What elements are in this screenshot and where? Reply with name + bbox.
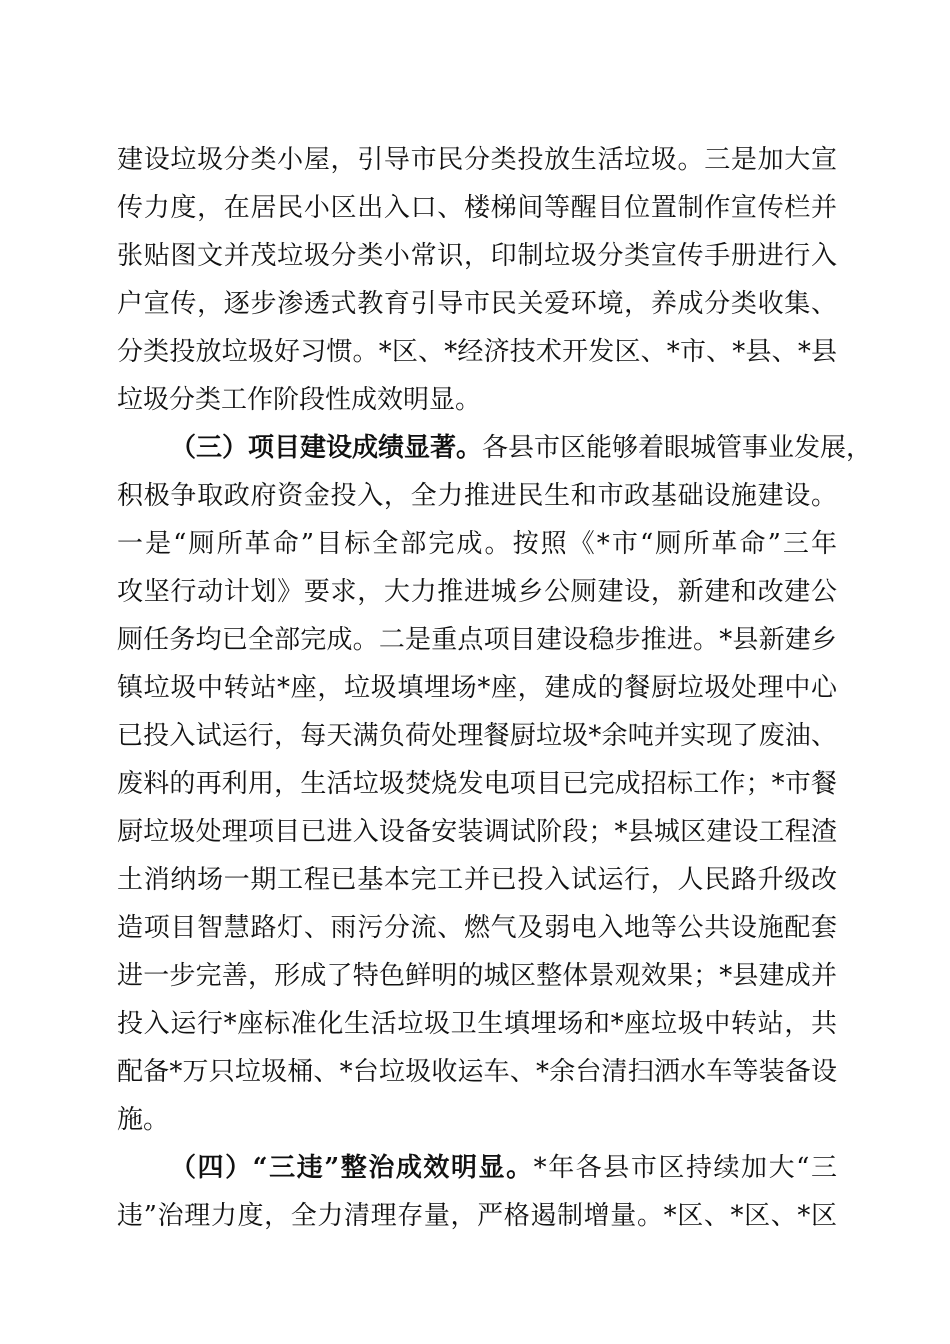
section-heading-three: （三）项目建设成绩显著。 — [170, 433, 483, 463]
body-line: 土消纳场一期工程已基本完工并已投入试运行，人民路升级改 — [117, 865, 837, 895]
body-line: 造项目智慧路灯、雨污分流、燃气及弱电入地等公共设施配套 — [117, 913, 837, 943]
section-heading-four: （四）“三违”整治成效明显。 — [170, 1153, 534, 1183]
body-line: 一是“厕所革命”目标全部完成。按照《*市“厕所革命”三年 — [117, 529, 837, 559]
body-line: 进一步完善，形成了特色鲜明的城区整体景观效果；*县建成并 — [117, 961, 837, 991]
body-line: 建设垃圾分类小屋，引导市民分类投放生活垃圾。三是加大宣 — [117, 145, 837, 175]
body-line: 镇垃圾中转站*座，垃圾填埋场*座，建成的餐厨垃圾处理中心 — [117, 673, 837, 703]
body-line: 违”治理力度，全力清理存量，严格遏制增量。*区、*区、*区 — [117, 1201, 837, 1231]
section-text: *年各县市区持续加大“三 — [533, 1153, 837, 1183]
body-line: 攻坚行动计划》要求，大力推进城乡公厕建设，新建和改建公 — [117, 577, 837, 607]
body-line: 废料的再利用，生活垃圾焚烧发电项目已完成招标工作；*市餐 — [117, 769, 837, 799]
body-line: 积极争取政府资金投入，全力推进民生和市政基础设施建设。 — [117, 481, 837, 511]
body-line: 户宣传，逐步渗透式教育引导市民关爱环境，养成分类收集、 — [117, 289, 837, 319]
body-line: 张贴图文并茂垃圾分类小常识，印制垃圾分类宣传手册进行入 — [117, 241, 837, 271]
body-line: 投入运行*座标准化生活垃圾卫生填埋场和*座垃圾中转站，共 — [117, 1009, 837, 1039]
section-text: 各县市区能够着眼城管事业发展， — [482, 433, 873, 463]
body-line: 分类投放垃圾好习惯。*区、*经济技术开发区、*市、*县、*县 — [117, 337, 837, 367]
section-line-four — [170, 1144, 837, 1192]
body-line: 厕任务均已全部完成。二是重点项目建设稳步推进。*县新建乡 — [117, 625, 837, 655]
body-line: 已投入试运行，每天满负荷处理餐厨垃圾*余吨并实现了废油、 — [117, 721, 837, 751]
section-line-three — [170, 424, 873, 472]
body-line: 配备*万只垃圾桶、*台垃圾收运车、*余台清扫洒水车等装备设 — [117, 1057, 837, 1087]
body-line: 施。 — [117, 1105, 170, 1135]
body-line: 厨垃圾处理项目已进入设备安装调试阶段；*县城区建设工程渣 — [117, 817, 837, 847]
body-line: 垃圾分类工作阶段性成效明显。 — [117, 385, 482, 415]
body-line: 传力度，在居民小区出入口、楼梯间等醒目位置制作宣传栏并 — [117, 193, 837, 223]
